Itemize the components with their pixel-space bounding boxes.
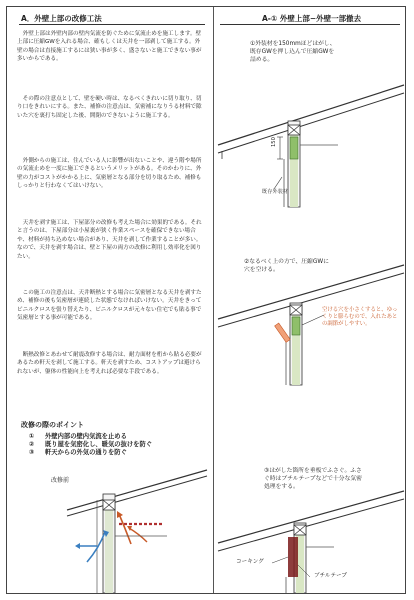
step1-diagram [214, 67, 406, 207]
step3-note: ③はがした箇所を垂板でふさぐ。ふさぐ時はブチルテープなどで十分な気密処理をする。 [264, 468, 362, 490]
right-title-rule [220, 24, 400, 25]
paragraph-6: 断熱改修とあわせて耐震改修する場合は、耐力面材を桁から貼る必要があるため軒天を剥して施工する。軒天を剥すため、コストアップは避けられないが、躯体の性能向上を考えれば必要な手段である。 [17, 352, 202, 375]
diagram-before-label: 改修前 [51, 477, 70, 484]
step2-note: ②なるべく上の方で、圧縮GWに穴を空ける。 [244, 259, 329, 273]
left-title: A．外壁上部の改修工法 [21, 14, 102, 23]
before-renovation-diagram [7, 462, 213, 593]
step2-callout: 空ける穴を小さくすると、ゆっくりと膨らむので、入れたあとの調節がしやすい。 [322, 307, 398, 327]
left-title-rule [19, 24, 205, 25]
paragraph-1: 外壁上部は外壁内部の壁内気流を防ぐために気流止めを施工します。壁上部に圧縮GWを入れる場合、確もしくは天井を一部剥して施工する。外壁の場合は直接施工するには狭い事が多く、盛さないと施工できない事が多いからである。 [17, 31, 202, 63]
caulking-label: コーキング [236, 559, 264, 565]
step1-dim-label: 150 [271, 137, 277, 147]
step3-diagram [214, 485, 406, 593]
paragraph-2: その際の注意点として、壁を硬い時は、なるべくきれいに切り取り、切り口をきれいにする。また、補修の注意点は、気密補になりうる材料で隙いた穴を裏打ち固定した後、開閉のできないように施工する。 [17, 96, 202, 119]
paragraph-4: 天井を剥す施工は、下屋部分の改修も考えた場合に効果的である。それと言うのは、下屋部分は小屋裏が狭く作業スペースを確保できない場合や、材料が持ち込めない場合があり、天井を剥して作業することが多い。なので、天井を剥す場合は、壁と下屋の両方の改修に利用し効率化を図りたい。 [17, 220, 202, 260]
step1-note: ①外装材を150mmほどはがし、既存GWを押し込んで圧縮GWを詰める。 [250, 41, 336, 63]
butyl-tape-label: ブチルテープ [314, 573, 348, 579]
paragraph-3: 外側からの施工は、住んでいる人に影響が出ないことや、違う階や場所の気流止めを一度に施工できるというメリットがある。そのかわりに、外壁の力がコストがかかる上に、気密層となる部分を切り取るため、補修もしっかりと行わなくてはいけない。 [17, 158, 202, 190]
point-2: ② 既り屋を気密化し、暖気の抜けを防ぐ [29, 441, 153, 448]
left-column [7, 7, 213, 593]
point-3: ③ 軒天からの外気の通りを防ぐ [29, 449, 127, 456]
step1-material-label: 既存外装材 [262, 189, 288, 195]
step2-diagram [214, 275, 406, 385]
points-title: 改修の際のポイント [21, 421, 84, 429]
point-1: ① 外壁内部の壁内気流を止める [29, 433, 127, 440]
paragraph-5: この施工の注意点は、天井断熱とする場合に気密層となる天井を剥すため、補修の後も気密層が連続した状態でなければいけない。天井をきってビニルクロスを張り替えたり、ビニルクロスが元々ない住宅でも貼る事で気密層とする事が可能である。 [17, 290, 202, 322]
right-column [214, 7, 406, 593]
document-page [6, 6, 406, 594]
right-title: A-① 外壁上部−外壁一部撤去 [262, 14, 362, 23]
